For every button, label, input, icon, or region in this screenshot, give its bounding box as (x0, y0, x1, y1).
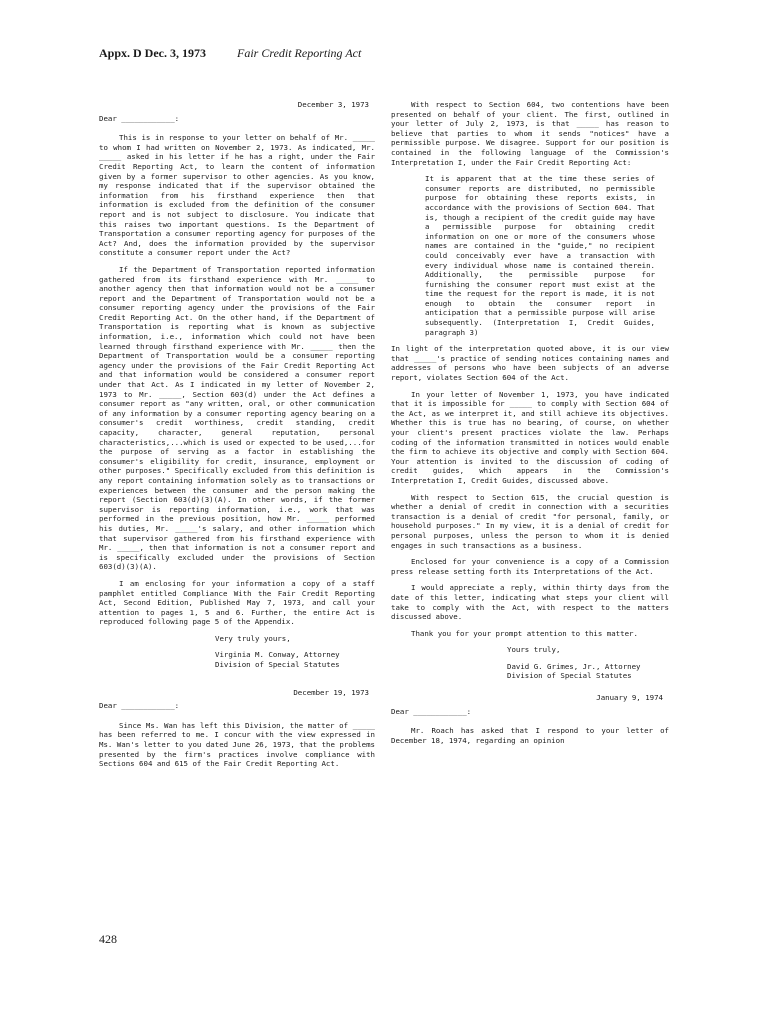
signature-name: David G. Grimes, Jr., Attorney (507, 661, 641, 671)
letter-date: December 19, 1973 (293, 687, 369, 697)
right-column (391, 100, 669, 752)
letter-date: December 3, 1973 (297, 100, 369, 109)
signature-division: Division of Special Statutes (215, 660, 340, 670)
letter-salutation: Dear ____________: (99, 701, 180, 711)
letter-december-3-1973 (99, 100, 375, 670)
letter-closing: Very truly yours, (215, 633, 291, 643)
letter-paragraph: If the Department of Transportation reported information gathered from its firsthand experience with Mr. _____ to another agency then that information would not be a consumer report and the Department of Transportation would not be a consumer reporting agency under the provisions of the Fair Credit Reporting Act. On the other hand, if the Department of Transportation is reporting what is known as subjective information, i.e., information which could not have been learned through firsthand experience with Mr. _____ then the Department of Transportation would be a consumer reporting agency under the provisions of the Fair Credit Reporting Act and that information would be considered a consumer report under that Act. As I indicated in my letter of November 2, 1973 to Mr. _____, Section 603(d) under the Act defines a consumer report as "any written, oral, or other communication of any information by a consumer reporting agency bearing on a consumer's credit worthiness, credit standing, credit capacity, character, general reputation, personal characteristics,...which is used or expected to be used,...for the purpose of serving as a factor in establishing the consumer's eligibility for credit, insurance, employment or other purposes." Specifically excluded from this definition is any report containing information solely as to transactions or experiences between the consumer and the person making the report (Section 603(d)(3)(A). In other words, if the former supervisor is reporting information, i.e., work that was performed in the previous position, how Mr. _____ performed his duties, Mr. _____'s salary, and other information which that supervisor gathered from his firsthand experience with Mr. _____, then that information is not a consumer report and is specifically excluded under the provisions of Section 603(d)(3)(A). (99, 264, 375, 572)
letter-signature (391, 662, 669, 681)
block-quote: It is apparent that at the time these series of consumer reports are distributed, no permissible purpose for obtaining these reports exists, in accordance with the provisions of Section 604. That is, though a recipient of the credit guide may have a permissible purpose for obtaining credit information on one or more of the consumers whose names are contained in the "guide," no recipient could conceivably ever have a transaction with every individual whose name is contained therein. Additionally, the permissible purpose for furnishing the consumer report must exist at the time the request for the report is made, it is not enough to obtain the consumer report in anticipation that a permissible purpose will arise subsequently. (Interpretation I, Credit Guides, paragraph 3) (425, 174, 655, 337)
letter-signature (99, 650, 375, 669)
letter-paragraph: I am enclosing for your information a copy of a staff pamphlet entitled Compliance With the Fair Credit Reporting Act, Second Edition, Published May 7, 1973, and call your attention to pages 1, 5 and 6. Further, the entire Act is reproduced following page 5 of the Appendix. (99, 578, 375, 627)
appendix-reference: Appx. D Dec. 3, 1973 (99, 46, 206, 60)
letter-paragraph: Enclosed for your convenience is a copy of a Commission press release setting forth its Interpretations of the Act. (391, 557, 669, 576)
signature-name: Virginia M. Conway, Attorney (215, 650, 340, 660)
page-number: 428 (99, 932, 117, 946)
letter-december-19-1973 (99, 688, 375, 769)
letter-paragraph: With respect to Section 615, the crucial question is whether a denial of credit in connection with a securities transaction is a denial of credit "for personal, family, or household purposes." In my view, it is a denial of credit for personal purposes, unless the person to whom it is denied engages in such transactions as a business. (391, 492, 669, 550)
signature-division: Division of Special Statutes (507, 671, 632, 681)
letter-paragraph: In your letter of November 1, 1973, you have indicated that it is impossible for _____ to comply with Section 604 of the Act, as we interpret it, and still achieve its objectives. Whether this is true has no bearing, of course, on whether your client's present practices violate the law. Perhaps coding of the information transmitted in notices would enable the firm to achieve its objective and comply with Section 604. Your attention is invited to the discussion of coding of credit guides, which appears in the Commission's Interpretation I, Credit Guides, discussed above. (391, 389, 669, 485)
letter-date: January 9, 1974 (596, 693, 663, 703)
letter-paragraph: This is in response to your letter on behalf of Mr. _____ to whom I had written on November 2, 1973. As indicated, Mr. _____ asked in his letter if he has a right, under the Fair Credit Reporting Act, to learn the content of information given by a former supervisor to other agencies. As you know, my response indicated that if the supervisor obtained the information from his firsthand experience then that information is excluded from the definition of the consumer report and is not subject to disclosure. You indicate that this raises two important questions. Is the Department of Transportation a consumer reporting agency for purposes of the Act? And, does the information provided by the supervisor constitute a consumer report under the Act? (99, 133, 375, 258)
letter-paragraph: Since Ms. Wan has left this Division, the matter of _____ has been referred to me. I concur with the view expressed in Ms. Wan's letter to you dated June 26, 1973, that the problems presented by the firm's practices involve compliance with Sections 604 and 615 of the Fair Credit Reporting Act. (99, 720, 375, 769)
letter-january-9-1974 (391, 693, 669, 745)
left-column (99, 100, 375, 776)
letter-paragraph: I would appreciate a reply, within thirty days from the date of this letter, indicating what steps your client will take to comply with the Act, with respect to the matters discussed above. (391, 583, 669, 622)
letter-paragraph: Thank you for your prompt attention to this matter. (411, 628, 638, 638)
letter-paragraph: Mr. Roach has asked that I respond to your letter of December 18, 1974, regarding an opinion (391, 726, 669, 745)
letter-paragraph: With respect to Section 604, two contentions have been presented on behalf of your client. The first, outlined in your letter of July 2, 1973, is that _____ has reason to believe that parties to whom it sends "notices" have a permissible purpose. We disagree. Support for our position is contained in the following language of the Commission's Interpretation I, under the Fair Credit Reporting Act: (391, 100, 669, 167)
letter-paragraph: In light of the interpretation quoted above, it is our view that _____'s practice of sending notices containing names and addresses of persons who have been subjects of an adverse report, violates Section 604 of the Act. (391, 344, 669, 383)
running-header (99, 46, 361, 61)
letter-salutation: Dear ____________: (99, 113, 180, 123)
act-title: Fair Credit Reporting Act (237, 46, 362, 60)
letter-closing: Yours truly, (507, 645, 561, 655)
letter-salutation: Dear ____________: (391, 706, 472, 716)
